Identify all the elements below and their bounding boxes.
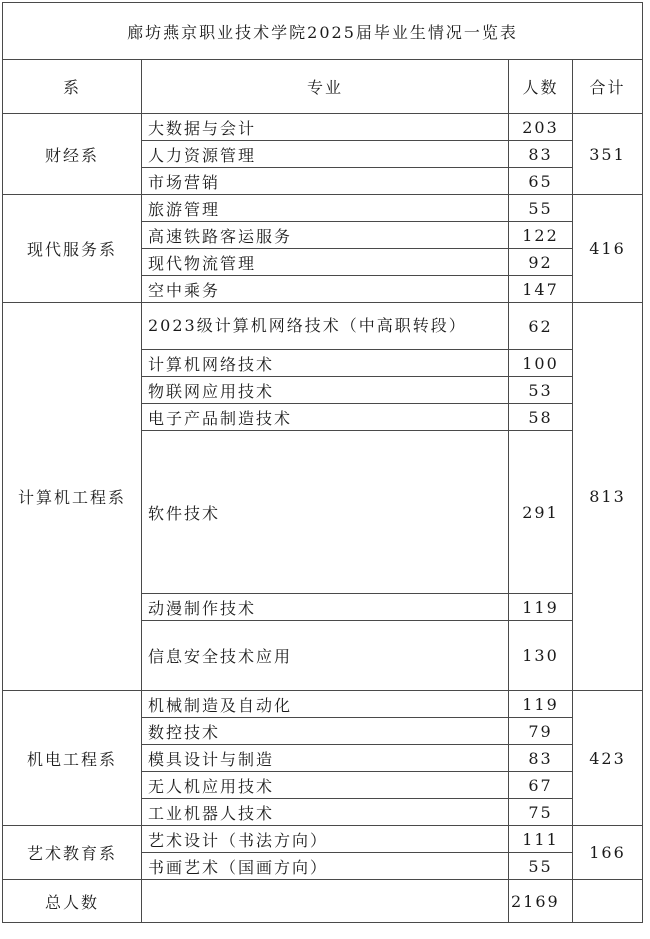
count-cell: 119 — [509, 594, 573, 621]
major-cell: 软件技术 — [142, 431, 509, 594]
count-cell: 75 — [509, 799, 573, 826]
major-cell: 市场营销 — [142, 168, 509, 195]
table-title: 廊坊燕京职业技术学院2025届毕业生情况一览表 — [3, 3, 643, 60]
major-cell: 动漫制作技术 — [142, 594, 509, 621]
count-cell: 291 — [509, 431, 573, 594]
major-cell: 艺术设计（书法方向） — [142, 826, 509, 853]
count-cell: 53 — [509, 377, 573, 404]
header-major: 专业 — [142, 60, 509, 114]
major-cell: 大数据与会计 — [142, 114, 509, 141]
major-cell: 高速铁路客运服务 — [142, 222, 509, 249]
dept-cell: 计算机工程系 — [3, 303, 142, 691]
count-cell: 122 — [509, 222, 573, 249]
major-cell: 书画艺术（国画方向） — [142, 853, 509, 880]
table-row — [3, 114, 643, 141]
count-cell: 65 — [509, 168, 573, 195]
dept-total-cell: 416 — [573, 195, 643, 303]
count-cell: 130 — [509, 621, 573, 691]
major-cell: 空中乘务 — [142, 276, 509, 303]
count-cell: 119 — [509, 691, 573, 718]
count-cell: 83 — [509, 745, 573, 772]
dept-total-cell: 423 — [573, 691, 643, 826]
summary-row — [3, 880, 643, 923]
count-cell: 55 — [509, 853, 573, 880]
count-cell: 100 — [509, 350, 573, 377]
major-cell: 2023级计算机网络技术（中高职转段） — [142, 303, 509, 350]
major-cell: 物联网应用技术 — [142, 377, 509, 404]
count-cell: 58 — [509, 404, 573, 431]
header-row — [3, 60, 643, 114]
major-cell: 工业机器人技术 — [142, 799, 509, 826]
header-total: 合计 — [573, 60, 643, 114]
major-cell: 计算机网络技术 — [142, 350, 509, 377]
table-row — [3, 691, 643, 718]
table-row — [3, 195, 643, 222]
count-cell: 92 — [509, 249, 573, 276]
dept-total-cell: 166 — [573, 826, 643, 880]
summary-label: 总人数 — [3, 880, 142, 923]
table-row — [3, 826, 643, 853]
dept-total-cell: 351 — [573, 114, 643, 195]
count-cell: 62 — [509, 303, 573, 350]
count-cell: 203 — [509, 114, 573, 141]
major-cell: 电子产品制造技术 — [142, 404, 509, 431]
count-cell: 67 — [509, 772, 573, 799]
header-dept: 系 — [3, 60, 142, 114]
dept-cell: 机电工程系 — [3, 691, 142, 826]
count-cell: 55 — [509, 195, 573, 222]
summary-empty-cell — [142, 880, 509, 923]
major-cell: 信息安全技术应用 — [142, 621, 509, 691]
dept-cell: 艺术教育系 — [3, 826, 142, 880]
graduate-summary-table — [2, 2, 643, 923]
summary-count: 2169 — [509, 880, 573, 923]
major-cell: 数控技术 — [142, 718, 509, 745]
major-cell: 人力资源管理 — [142, 141, 509, 168]
major-cell: 机械制造及自动化 — [142, 691, 509, 718]
count-cell: 79 — [509, 718, 573, 745]
dept-cell: 现代服务系 — [3, 195, 142, 303]
major-cell: 无人机应用技术 — [142, 772, 509, 799]
dept-total-cell: 813 — [573, 303, 643, 691]
count-cell: 83 — [509, 141, 573, 168]
count-cell: 111 — [509, 826, 573, 853]
header-count: 人数 — [509, 60, 573, 114]
title-row — [3, 3, 643, 60]
major-cell: 旅游管理 — [142, 195, 509, 222]
count-cell: 147 — [509, 276, 573, 303]
summary-empty-total-cell — [573, 880, 643, 923]
table-row — [3, 303, 643, 350]
major-cell: 现代物流管理 — [142, 249, 509, 276]
major-cell: 模具设计与制造 — [142, 745, 509, 772]
dept-cell: 财经系 — [3, 114, 142, 195]
